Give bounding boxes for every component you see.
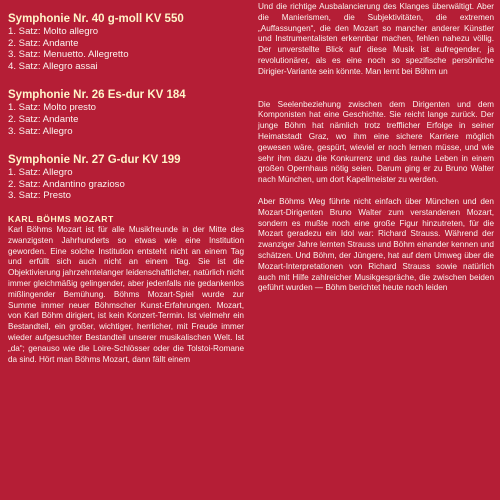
essay-heading: KARL BÖHMS MOZART (8, 213, 114, 224)
movement-item: 3. Satz: Presto (8, 190, 71, 202)
movement-item: 2. Satz: Andante (8, 113, 79, 125)
essay-paragraph: Die Seelenbeziehung zwischen dem Dirigenten und dem Komponisten hat eine Geschichte. Sie reicht lange zurück. Der junge Böhm hat nämlich trotz trefflicher Erfolge in seiner Heimatstadt Graz, wo ihm eine sichere Karriere möglich gewesen wäre, gespürt, wieviel er noch lernen müsse, und wie sehr ihm dazu die Konkurrenz und das rauhe Leben in einem großen Opernhaus nötig seien. Darum ging er zu Bruno Walter nach München, um dort Kapellmeister zu werden. (258, 99, 494, 185)
essay-paragraph: Und die richtige Ausbalancierung des Klanges überwältigt. Aber die Manierismen, die Subjektivitäten, die extremen „Auffassungen“, die den Mozart so mancher anderer Künstler und Instrumentalisten erkennbar machen, fehlen nahezu völlig. Der unverstellte Blick auf diese Musik ist aufregender, ja revolutionärer, als es eine noch so spezifische persönliche Dirigier-Variante sein könnte. Man lernt bei Böhm un (258, 2, 494, 76)
movement-list (8, 102, 244, 137)
symphony-title: Symphonie Nr. 40 g-moll KV 550 (8, 13, 184, 25)
movement-item: 3. Satz: Allegro (8, 125, 73, 137)
movement-item: 2. Satz: Andantino grazioso (8, 178, 125, 190)
left-column (8, 0, 244, 365)
essay-paragraph: Karl Böhms Mozart ist für alle Musikfreunde in der Mitte des zwanzigsten Jahrhunderts so etwas wie eine Institution geworden. Eine solche Institution entsteht nicht an einem Tag und erfüllt sich auch nicht an einem Tag. Sie ist die Objektivierung jahrzehntelanger leidenschaftlicher, natürlich nicht immer gleichmäßig gelingender, aber jedenfalls nie gedankenlos mißlingender Bemühung. Böhms Mozart-Spiel wurde zur Summe immer neuer Böhmscher Kunst-Erfahrungen. Mozart, von Karl Böhm dirigiert, ist kein Konzert-Termin. Ist vielmehr ein Bestandteil, ein großer, wichtiger, herrlicher, mit Freude immer wieder aufgesuchter Bestandteil unserer musikalischen Welt. Ist „da“; genauso wie die Loire-Schlösser oder die Tolstoi-Romane da sind. Hört man Böhms Mozart, dann fällt einem (8, 224, 244, 364)
movement-list (8, 26, 244, 72)
movement-list (8, 167, 244, 202)
right-column (258, 0, 494, 294)
movement-item: 3. Satz: Menuetto. Allegretto (8, 49, 129, 61)
movement-item: 1. Satz: Molto presto (8, 102, 96, 114)
movement-item: 1. Satz: Allegro (8, 167, 73, 179)
movement-item: 4. Satz: Allegro assai (8, 60, 98, 72)
symphony-block-40 (8, 12, 244, 72)
movement-item: 1. Satz: Molto allegro (8, 26, 99, 37)
symphony-title: Symphonie Nr. 27 G-dur KV 199 (8, 154, 181, 167)
symphony-block-26 (8, 88, 244, 137)
symphony-block-27 (8, 153, 244, 202)
movement-item: 2. Satz: Andante (8, 37, 79, 49)
essay-paragraph: Aber Böhms Weg führte nicht einfach über München und den Mozart-Dirigenten Bruno Walter zum verstandenen Mozart, sondern es mußte noch eine große Figur hinzutreten, für die Mozart geradezu ein Idol war: Richard Strauss. Während der zwanziger Jahre lernten Strauss und Böhm einander kennen und schätzen. Und Böhm, der Jüngere, hat auf dem Umweg über die Mozart-Interpretationen von Richard Strauss sowie natürlich auch mit Hilfe zahlreicher Musikgespräche, die zwischen beiden geführt wurden — Böhm berichtet heute noch leiden (258, 196, 494, 293)
symphony-title: Symphonie Nr. 26 Es-dur KV 184 (8, 89, 186, 102)
